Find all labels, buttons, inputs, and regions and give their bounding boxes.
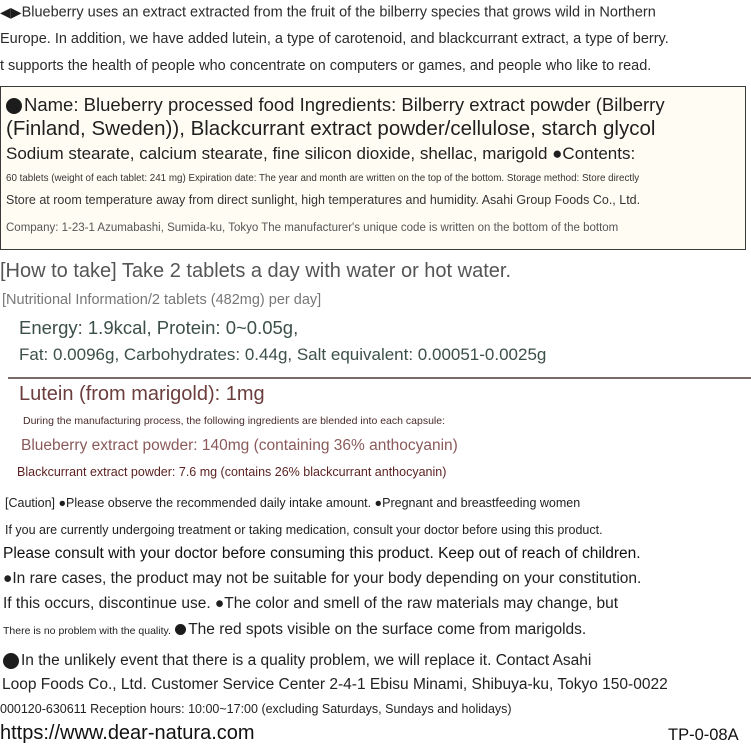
how-to-take: [How to take] Take 2 tablets a day with water or hot water. [0,260,512,282]
arrow-left-icon: ◀ [0,4,11,20]
intro-line-3: t supports the health of people who concentrate on computers or games, and people who like to read. [0,58,652,74]
intro-line-1: ◀▶Blueberry uses an extract extracted from the fruit of the bilberry species that grows wild in Northern [0,4,656,21]
caution-line-1: [Caution] ●Please observe the recommended daily intake amount. ●Pregnant and breastfeeding women [5,496,581,510]
section-divider [8,377,751,379]
bullet-icon [6,98,22,114]
lutein-line: Lutein (from marigold): 1mg [19,383,265,405]
blackcurrant-extract-line: Blackcurrant extract powder: 7.6 mg (contains 26% blackcurrant anthocyanin) [17,465,447,479]
caution-line-2: If you are currently undergoing treatment or taking medication, consult your doctor before using this product. [5,523,603,537]
support-line-2: Loop Foods Co., Ltd. Customer Service Center 2-4-1 Ebisu Minami, Shibuya-ku, Tokyo 150-0022 [2,676,668,693]
caution-line-3: Please consult with your doctor before consuming this product. Keep out of reach of children. [3,545,641,562]
nutrition-line-2: Fat: 0.0096g, Carbohydrates: 0.44g, Salt equivalent: 0.00051-0.0025g [19,345,547,364]
intro-line-2: Europe. In addition, we have added lutein, a type of carotenoid, and blackcurrant extract, a type of berry. [0,31,669,47]
product-name-line-3: Sodium stearate, calcium stearate, fine silicon dioxide, shellac, marigold ●Contents: [6,144,636,163]
blend-note: During the manufacturing process, the following ingredients are blended into each capsule: [23,415,446,427]
nutrition-line-1: Energy: 1.9kcal, Protein: 0~0.05g, [19,317,299,338]
caution-line-5: If this occurs, discontinue use. ●The color and smell of the raw materials may change, but [3,595,619,612]
product-code: TP-0-08A [668,726,739,744]
caution-line-4: ●In rare cases, the product may not be suitable for your body depending on your constitution. [3,570,642,587]
support-line-3: 000120-630611 Reception hours: 10:00~17:00 (excluding Saturdays, Sundays and holidays) [0,702,512,716]
blueberry-extract-line: Blueberry extract powder: 140mg (containing 36% anthocyanin) [21,437,458,454]
caution-line-6: There is no problem with the quality. The red spots visible on the surface come from marigolds. [3,621,587,638]
nutrition-header: [Nutritional Information/2 tablets (482mg) per day] [2,292,322,308]
bullet-icon [175,624,186,635]
contents-line: 60 tablets (weight of each tablet: 241 mg) Expiration date: The year and month are written on the top of the bottom. Storage method: Store directly [6,173,640,184]
bullet-icon [3,653,19,669]
company-line: Company: 1-23-1 Azumabashi, Sumida-ku, Tokyo The manufacturer's unique code is written on the bottom of the bottom [6,222,619,234]
product-name-line-2: (Finland, Sweden)), Blackcurrant extract powder/cellulose, starch glycol [6,117,656,140]
storage-line: Store at room temperature away from direct sunlight, high temperatures and humidity. Asahi Group Foods Co., Ltd. [6,193,641,207]
website-url[interactable]: https://www.dear-natura.com [0,722,255,744]
support-line-1: In the unlikely event that there is a quality problem, we will replace it. Contact Asahi [3,652,751,670]
arrow-right-icon: ▶ [10,4,22,20]
product-name-line-1: Name: Blueberry processed food Ingredients: Bilberry extract powder (Bilberry [6,94,746,116]
